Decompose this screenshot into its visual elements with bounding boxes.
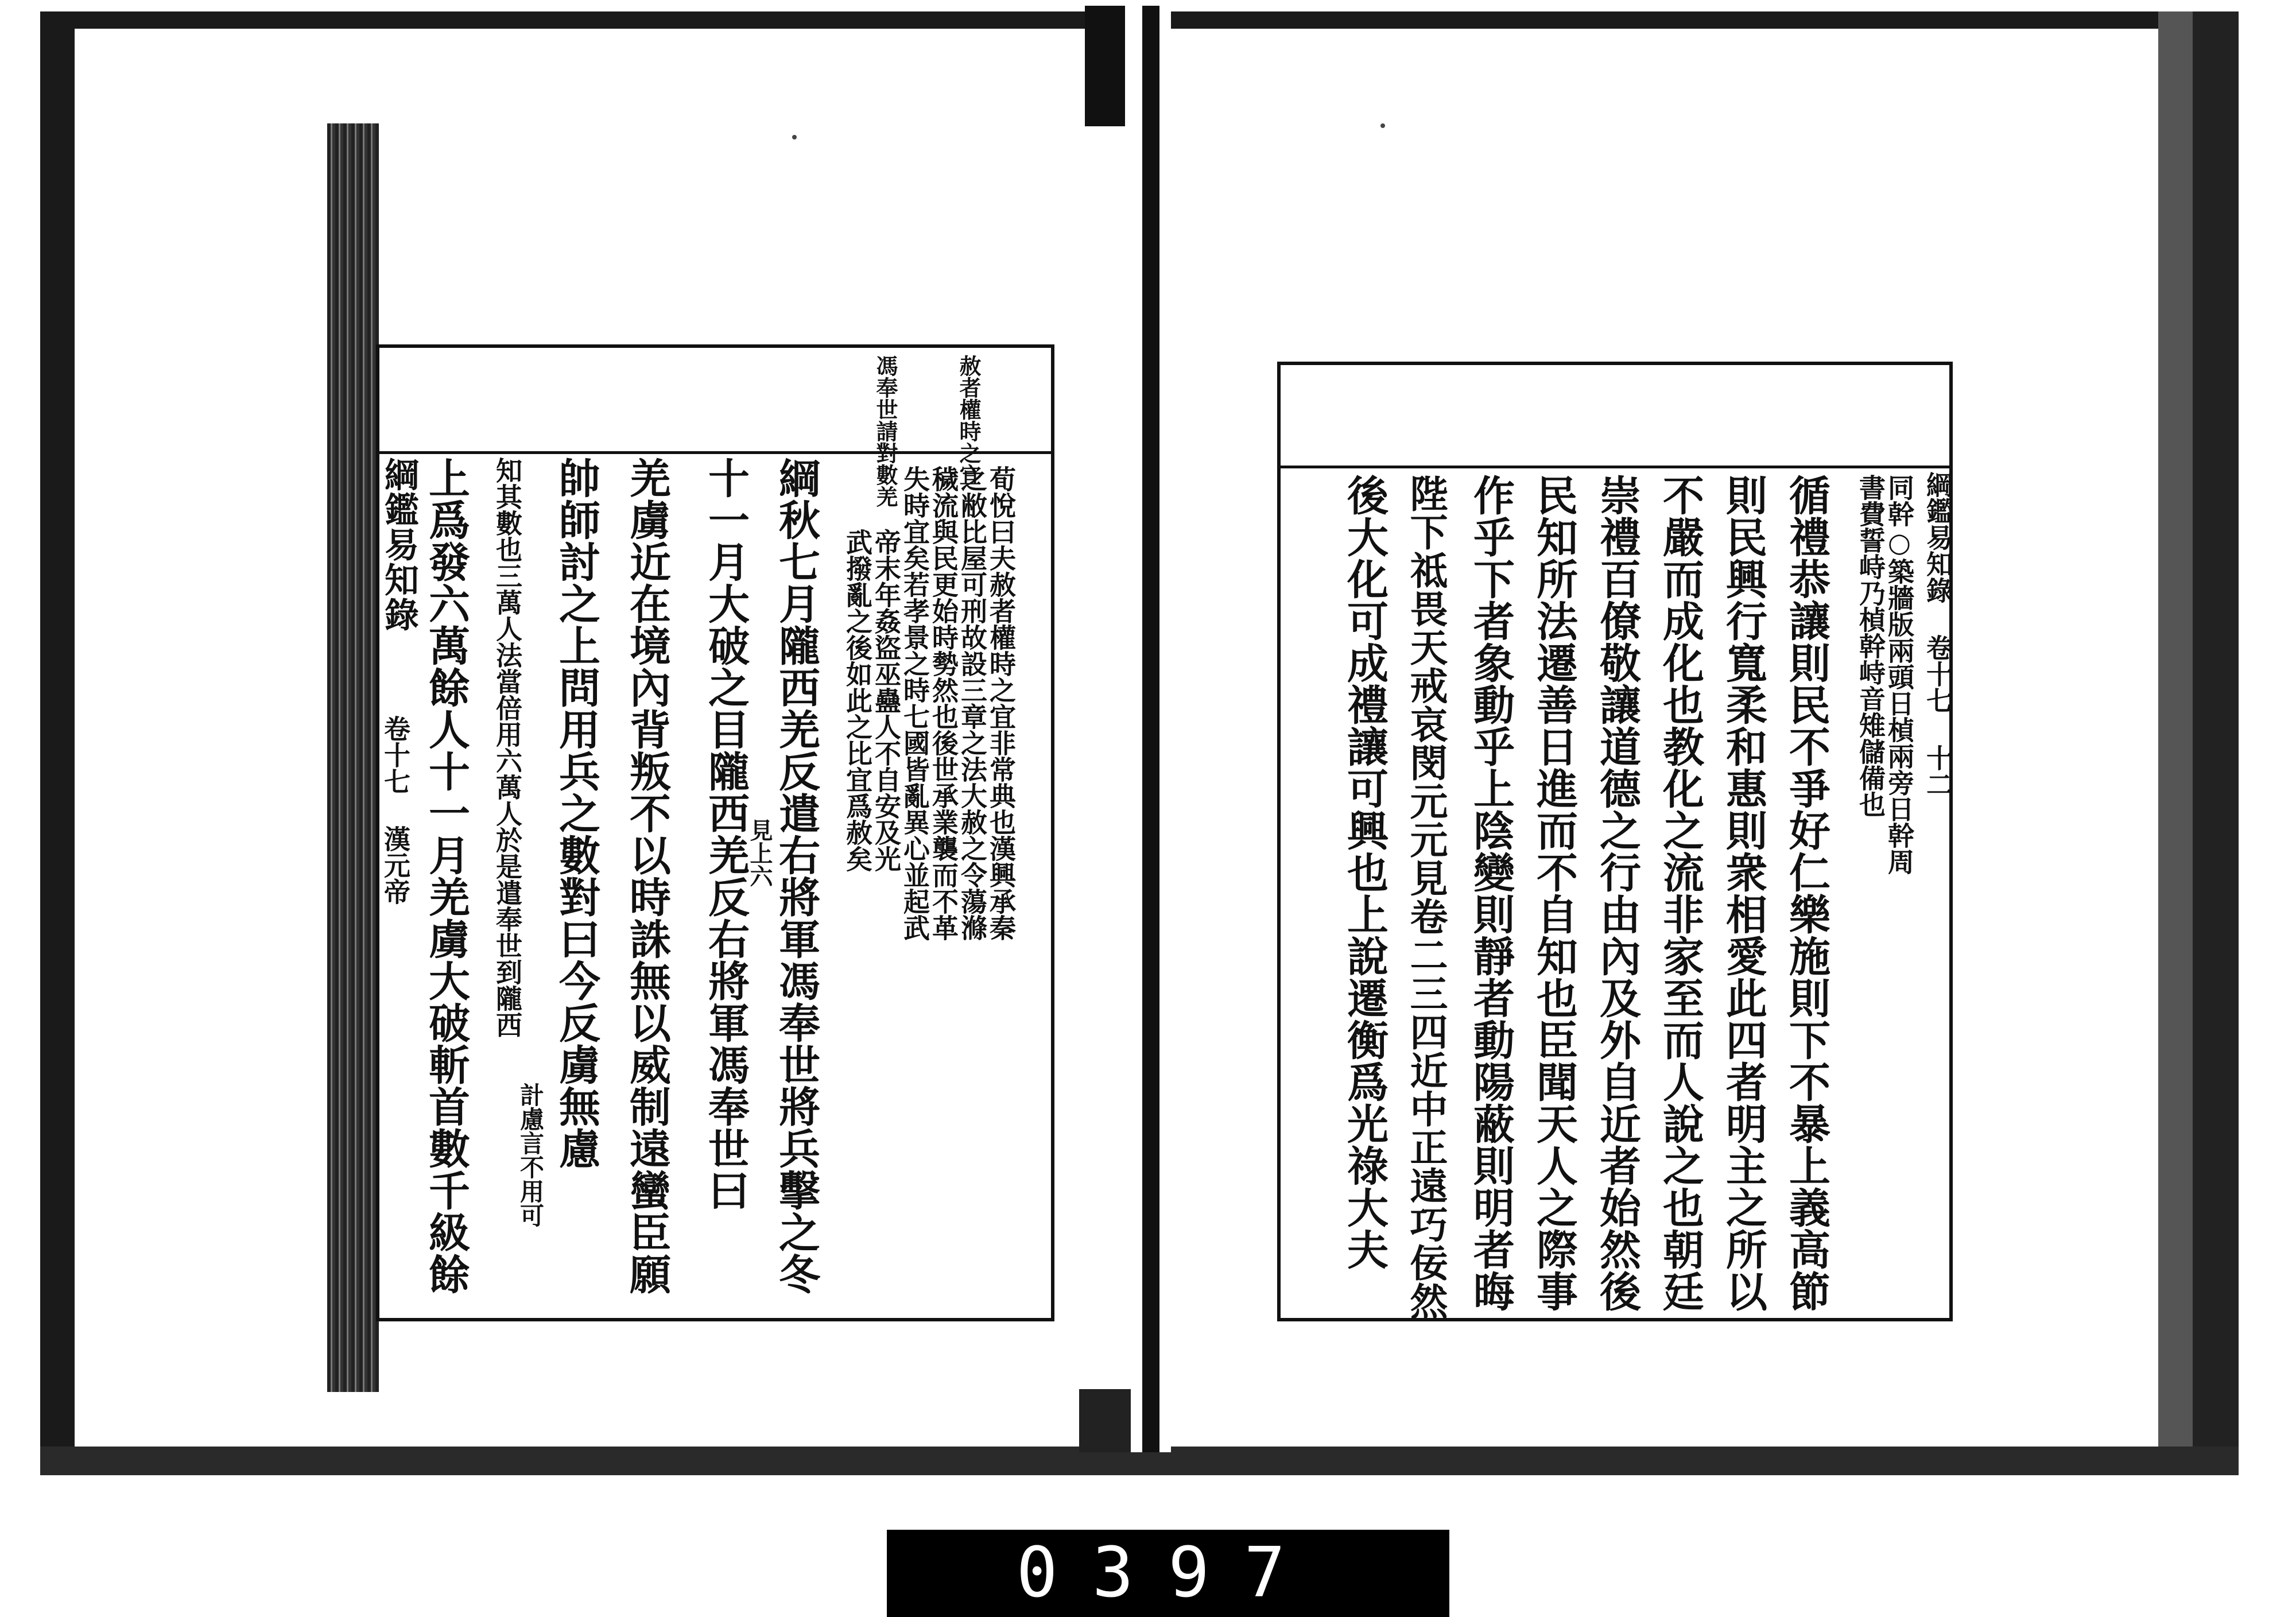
main-col-5: 上爲發六萬餘人十一月羌虜大破斬首數千級餘 — [422, 457, 471, 1295]
inline-note-2: 計慮言不用可 — [517, 1083, 545, 1227]
right-margin-label: 綱鑑易知錄 卷十七 十二 — [1922, 471, 1953, 797]
right-note-col-1: 同幹○築牆版兩頭日楨兩旁日幹周 — [1884, 474, 1915, 875]
right-page-panel — [1277, 362, 1953, 1321]
left-spine-title: 綱鑑易知錄 — [379, 457, 419, 632]
left-header-band — [379, 348, 1051, 507]
page-stack-edge — [327, 123, 379, 1392]
main-col-1: 綱秋七月隴西羌反遣右將軍馮奉世將兵擊之冬 — [772, 457, 821, 1295]
note-col-1: 荀悅曰夫赦者權時之宜非常典也漢興承秦 — [986, 466, 1017, 941]
left-page-panel — [376, 344, 1054, 1321]
right-header-band — [1281, 365, 1949, 468]
main-col-4: 帥師討之上問用兵之數對曰今反虜無慮 — [552, 457, 601, 1169]
note-col-5: 帝末年姦盜巫蠱人不自安及光 — [871, 529, 902, 872]
right-main-col-5: 民知所法遷善日進而不自知也臣聞天人之際事 — [1530, 474, 1578, 1312]
scanner-border-right — [2193, 11, 2239, 1458]
note-col-6: 武撥亂之後如此之比宜爲赦矣 — [842, 529, 873, 872]
inline-note-1: 知其數也三萬人法當倍用六萬人於是遣奉世到隴西 — [492, 457, 523, 1038]
right-main-col-6: 作乎下者象動乎上陰變則靜者動陽蔽則明者晦 — [1467, 474, 1515, 1312]
spine-top-block — [1085, 6, 1125, 126]
book-spine-shadow — [1142, 6, 1159, 1452]
right-main-col-2: 則民興行寬柔和惠則衆相愛此四者明主之所以 — [1719, 474, 1768, 1312]
note-col-4: 失時宜矣若孝景之時七國皆亂異心並起武 — [899, 466, 930, 941]
scanner-border-left — [40, 11, 75, 1472]
left-spine-chapter: 卷十七 漢元帝 — [380, 715, 411, 905]
right-main-col-4: 崇禮百僚敬讓道德之行由內及外自近者始然後 — [1593, 474, 1642, 1312]
scan-speck — [792, 135, 797, 139]
right-main-col-7: 陛下祗畏天戒哀閔元元見卷二三四近中正遠巧佞然 — [1403, 474, 1448, 1320]
scanner-border-top-left — [75, 11, 1085, 29]
scanner-border-top-right — [1171, 11, 2158, 29]
right-main-col-3: 不嚴而成化也教化之流非家至而人說之也朝廷 — [1656, 474, 1705, 1312]
inline-note-see: 見上六 — [746, 819, 773, 887]
scanner-border-right-inner — [2158, 11, 2193, 1458]
main-col-2: 十一月大破之目隴西羌反右將軍馮奉世曰 — [701, 457, 750, 1211]
header-note-1: 赦者權時之宜 — [956, 355, 982, 486]
page-number-plate: 0397 — [887, 1530, 1449, 1617]
header-note-2: 馮奉世請對數羌 — [872, 355, 898, 507]
note-col-2: 之敝比屋可刑故設三章之法大赦之令蕩滌 — [957, 466, 988, 941]
note-col-3: 穢流與民更始時勢然也後世承業襲而不革 — [928, 466, 959, 941]
right-note-col-2: 書費誓峙乃楨幹峙音雉儲備也 — [1855, 474, 1886, 817]
main-col-3: 羌虜近在境內背叛不以時誅無以威制遠蠻臣願 — [623, 457, 672, 1295]
right-main-col-1: 循禮恭讓則民不爭好仁樂施則下不暴上義高節 — [1782, 474, 1831, 1312]
right-main-col-8: 後大化可成禮讓可興也上說遷衡爲光祿大夫 — [1340, 474, 1389, 1270]
spine-bottom-block — [1079, 1389, 1131, 1452]
scan-speck — [1380, 123, 1385, 128]
